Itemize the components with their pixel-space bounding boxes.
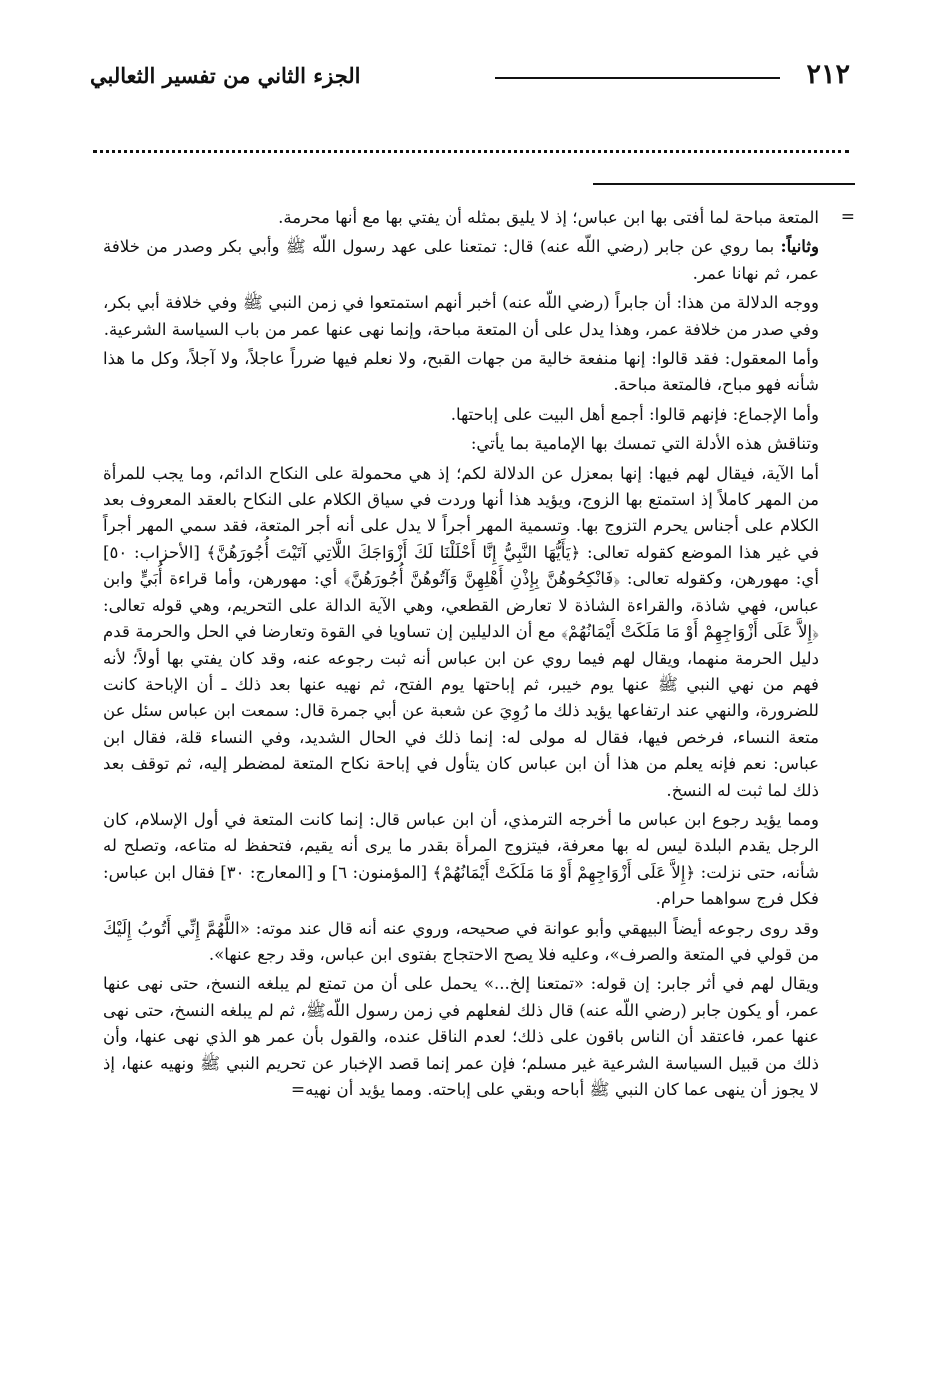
paragraph-text: بما روي عن جابر (رضي اللّه عنه) قال: تمتعنا على عهد رسول اللّه ﷺ وأبي بكر وصدر من خلافة عمر، ثم نهانا عمر. bbox=[103, 237, 819, 283]
footnote-separator bbox=[593, 183, 855, 185]
header-rule bbox=[495, 77, 780, 79]
body-text bbox=[103, 204, 819, 1105]
paragraph bbox=[103, 345, 819, 399]
paragraph-text: وأما الإجماع: فإنهم قالوا: أجمع أهل البيت على إباحتها. bbox=[450, 404, 819, 424]
paragraph bbox=[103, 233, 819, 287]
paragraph-text: وأما المعقول: فقد قالوا: إنها منفعة خالية من جهات القبح، ولا نعلم فيها ضرراً عاجلاً، ولا آجلاً، وكل ما هذا شأنه فهو مباح، فالمتعة مباحة. bbox=[103, 349, 819, 395]
paragraph bbox=[103, 289, 819, 343]
paragraph-text: أما الآية، فيقال لهم فيها: إنها بمعزل عن الدلالة لكم؛ إذ هي محمولة على النكاح الدائم، وما يجب للمرأة من المهر كاملاً إذ استمتع بها الزوج، ويؤيد هذا أنها وردت في سياق الكلام على النكاح بالعقد المعروف بعد الكلام على أجناس يحرم التزوج بها. وتسمية المهر أجراً لا يدل على أنه أجر المتعة، فقد سمي المهر أجراً في غير هذا الموضع كقوله تعالى: ﴿يَأَيُّهَا النَّبِيُّ إِنَّا أَحْلَلْنَا لَكَ أَزْوَاجَكَ اللَّاتِي آتَيْتَ أُجُورَهُنَّ﴾ [الأحزاب: ٥٠] أي: مهورهن، وكقوله تعالى: ﴿فَانْكِحُوهُنَّ بِإِذْنِ أَهْلِهِنَّ وَآتُوهُنَّ أُجُورَهُنَّ﴾ أي: مهورهن، وأما قراءة أُبَيٍّ وابن عباس، فهي شاذة، والقراءة الشاذة لا تعارض القطعي، وهي الآية الدالة على التحريم، وهي قوله تعالى: ﴿إِلاَّ عَلَى أَزْوَاجِهِمْ أَوْ مَا مَلَكَتْ أَيْمَانُهُمْ﴾ مع أن الدليلين إن تساويا في القوة وتعارضا في الحل والحرمة قدم دليل الحرمة منهما، ويقال لهم فيما روي عن ابن عباس أنه ثبت رجوعه عنه، وقد كان يفتي بها أولاً؛ لأنه فهم من نهي النبي ﷺ عنها يوم خيبر، ثم إباحتها يوم الفتح، ثم نهيه عنها بعد ذلك ـ أن الإباحة كانت للضرورة، والنهي عند ارتفاعها يؤيد ذلك ما رُوِيَ عن شعبة عن أبي جمرة قال: سمعت ابن عباس سئل عن متعة النساء، فرخص فيها، فقال له مولى له: إنما ذلك في الحال الشديد، وفي النساء قلة، فقال ابن عباس: نعم فإنه يعلم من هذا أن ابن عباس كان يتأول في إباحة نكاح المتعة لمضطر إليه، ثم توقف بعد ذلك لما ثبت له النسخ. bbox=[103, 463, 819, 800]
dotted-separator bbox=[93, 150, 849, 153]
running-title: الجزء الثاني من تفسير الثعالبي bbox=[90, 63, 361, 88]
paragraph bbox=[103, 970, 819, 1103]
paragraph bbox=[103, 430, 819, 457]
paragraph bbox=[103, 915, 819, 969]
paragraph-text: ومما يؤيد رجوع ابن عباس ما أخرجه الترمذي، أن ابن عباس قال: إنما كانت المتعة في أول الإسلام، كان الرجل يقدم البلدة ليس له بها معرفة، فيتزوج المرأة بقدر ما يرى أنه يقيم، فتحفظ له متاعه، وتصلح له شأنه، حتى نزلت: ﴿إِلاَّ عَلَى أَزْوَاجِهِمْ أَوْ مَا مَلَكَتْ أَيْمَانُهُمْ﴾ [المؤمنون: ٦] و [المعارج: ٣٠] فقال ابن عباس: فكل فرج سواهما حرام. bbox=[103, 809, 819, 909]
paragraph bbox=[103, 806, 819, 913]
paragraph-text: المتعة مباحة لما أفتى بها ابن عباس؛ إذ لا يليق بمثله أن يفتي بها مع أنها محرمة. bbox=[278, 208, 819, 227]
paragraph-text: ووجه الدلالة من هذا: أن جابراً (رضي اللّه عنه) أخبر أنهم استمتعوا في زمن النبي ﷺ وفي خلافة أبي بكر، وفي صدر من خلافة عمر، وهذا يدل على أن المتعة مباحة، وإنما نهى عنها عمر من باب السياسة الشرعية. bbox=[103, 293, 819, 339]
paragraph bbox=[103, 204, 819, 231]
continuation-mark-bottom: = bbox=[290, 1080, 306, 1100]
page-header bbox=[90, 58, 850, 98]
paragraph bbox=[103, 460, 819, 804]
paragraph-lead: وثانياً: bbox=[780, 236, 819, 257]
paragraph-text: وقد روى رجوعه أيضاً البيهقي وأبو عوانة في صحيحه، وروي عنه أنه قال عند موته: «اللَّهُمَّ إِنِّي أَتُوبُ إِلَيْكَ من قولي في المتعة والصرف»، وعليه فلا يصح الاحتجاج بفتوى ابن عباس، وقد رجع عنها». bbox=[103, 918, 819, 964]
paragraph-text: ويقال لهم في أثر جابر: إن قوله: «تمتعنا إلخ...» يحمل على أن من تمتع لم يبلغه النسخ، حتى نهى عنها عمر، أو يكون جابر (رضي اللّه عنه) قال ذلك لفعلهم في زمن رسول اللّهﷺ، ثم لم يبلغه النسخ، حتى نهى عنها عمر، فاعتقد أن الناس باقون على ذلك؛ لعدم الناقل عنده، والقول بأن عمر هو الذي نهى عنها، وأن ذلك من قبيل السياسة الشرعية غير مسلم؛ فإن عمر إنما قصد الإخبار عن تحريم النبي ﷺ ونهيه عنها، إذ لا يجوز أن ينهى عما كان النبي ﷺ أباحه وبقي على إباحته. ومما يؤيد أن نهيه bbox=[103, 974, 819, 1099]
page-number: ٢١٢ bbox=[806, 59, 850, 90]
continuation-mark: = bbox=[840, 207, 855, 227]
paragraph bbox=[103, 401, 819, 428]
paragraph-text: وتناقش هذه الأدلة التي تمسك بها الإمامية بما يأتي: bbox=[470, 434, 819, 454]
